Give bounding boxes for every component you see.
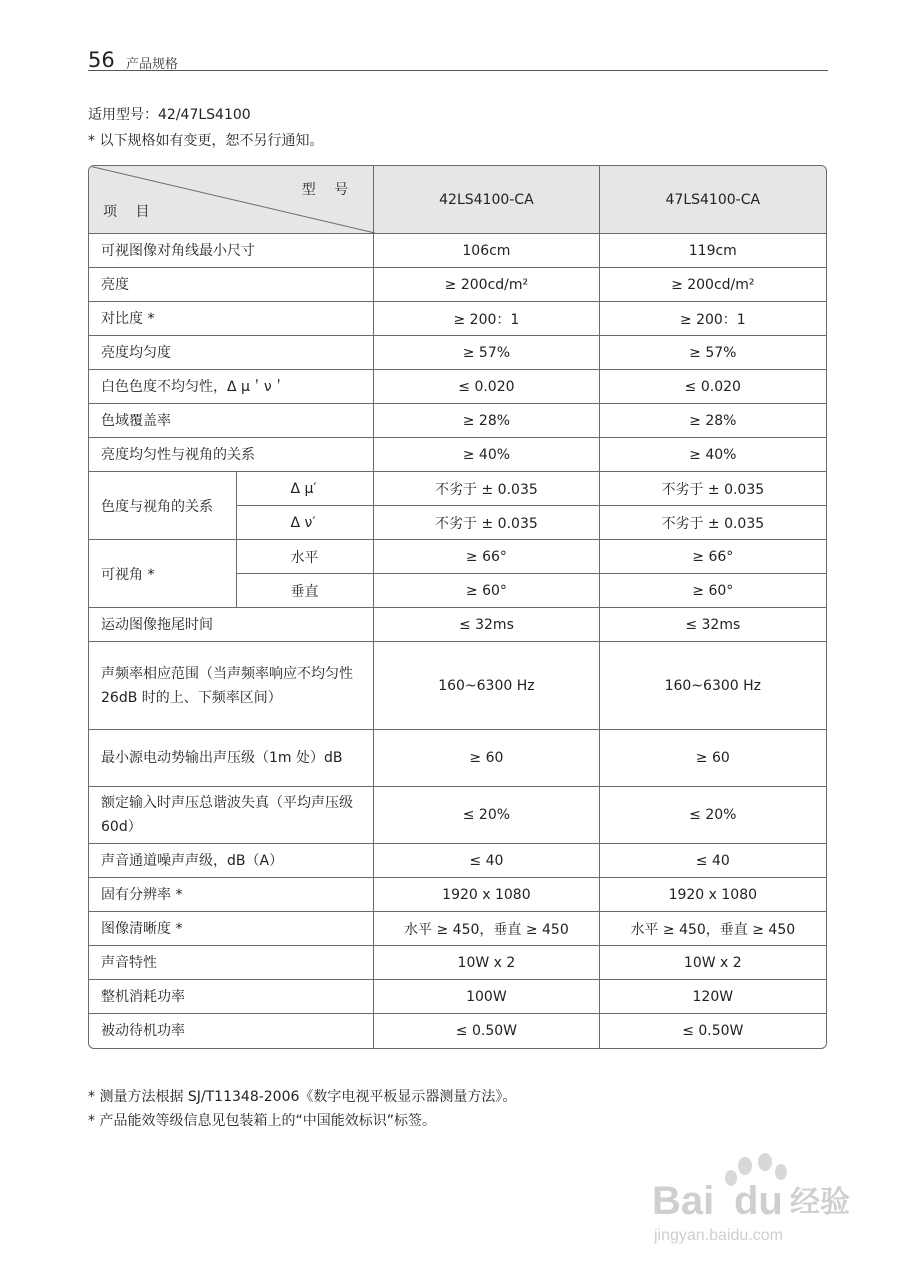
baidu-watermark — [648, 1150, 878, 1250]
value-42: 不劣于 ± 0.035 — [374, 472, 599, 506]
row-label: 声音通道噪声声级，dB（A） — [89, 844, 374, 878]
value-47: 120W — [600, 980, 826, 1014]
value-47: ≥ 57% — [600, 336, 826, 370]
value-42: ≥ 66° — [374, 540, 599, 574]
value-42: ≥ 40% — [374, 438, 599, 472]
table-row — [89, 730, 826, 787]
value-47: ≥ 60° — [600, 574, 826, 608]
page-number: 56 — [88, 48, 115, 72]
table-row — [89, 787, 826, 844]
table-row — [89, 234, 826, 268]
footnote-energy-label: * 产品能效等级信息见包装箱上的“中国能效标识”标签。 — [88, 1113, 436, 1129]
value-47: 水平 ≥ 450，垂直 ≥ 450 — [600, 912, 826, 946]
value-42: 106cm — [374, 234, 599, 268]
value-42: ≤ 20% — [374, 787, 599, 844]
value-47: 160~6300 Hz — [600, 642, 826, 730]
row-label: 额定输入时声压总谐波失真（平均声压级 60d） — [89, 787, 374, 844]
row-label: 被动待机功率 — [89, 1014, 374, 1048]
value-47: ≥ 200cd/m² — [600, 268, 826, 302]
model-axis-label: 型 号 — [301, 182, 356, 198]
diagonal-divider — [89, 166, 375, 233]
value-47: 1920 x 1080 — [600, 878, 826, 912]
value-42: ≥ 28% — [374, 404, 599, 438]
value-47: ≤ 0.020 — [600, 370, 826, 404]
page-header — [88, 48, 828, 71]
value-47: ≤ 20% — [600, 787, 826, 844]
table-header-row — [89, 166, 826, 234]
table-row — [89, 370, 826, 404]
table-row — [89, 336, 826, 370]
sub-row-label: 垂直 — [237, 574, 375, 608]
section-title: 产品规格 — [126, 57, 179, 72]
table-row — [89, 472, 826, 506]
row-label: 色度与视角的关系 — [89, 472, 237, 540]
model-header-42: 42LS4100-CA — [374, 166, 599, 234]
table-row — [89, 878, 826, 912]
row-label: 亮度均匀性与视角的关系 — [89, 438, 374, 472]
row-label: 整机消耗功率 — [89, 980, 374, 1014]
svg-text:Bai: Bai — [652, 1179, 715, 1223]
value-47: ≥ 28% — [600, 404, 826, 438]
table-row — [89, 608, 826, 642]
row-label: 最小源电动势输出声压级（1m 处）dB — [89, 730, 374, 787]
corner-header-cell — [89, 166, 374, 234]
value-42: ≥ 60 — [374, 730, 599, 787]
value-47: ≤ 40 — [600, 844, 826, 878]
value-42: ≤ 40 — [374, 844, 599, 878]
value-42: ≥ 60° — [374, 574, 599, 608]
value-47: ≤ 0.50W — [682, 1023, 744, 1039]
value-47: 10W x 2 — [600, 946, 826, 980]
watermark-url: jingyan.baidu.com — [654, 1227, 783, 1244]
value-42: ≥ 57% — [374, 336, 599, 370]
value-42: ≥ 200cd/m² — [374, 268, 599, 302]
row-label: 亮度 — [89, 268, 374, 302]
value-47: ≥ 66° — [600, 540, 826, 574]
value-42: 160~6300 Hz — [374, 642, 599, 730]
value-47: ≥ 200：1 — [600, 302, 826, 336]
row-label: 色域覆盖率 — [89, 404, 374, 438]
table-row — [89, 540, 826, 574]
sub-row-label: Δ ν′ — [237, 506, 375, 540]
row-label: 固有分辨率 * — [89, 878, 374, 912]
value-42: ≤ 0.50W — [374, 1014, 599, 1048]
value-47: 不劣于 ± 0.035 — [600, 506, 826, 540]
spec-table — [88, 165, 827, 1049]
table-row — [89, 438, 826, 472]
table-row — [89, 844, 826, 878]
row-label: 声音特性 — [89, 946, 374, 980]
row-label: 运动图像拖尾时间 — [89, 608, 374, 642]
value-42: 1920 x 1080 — [374, 878, 599, 912]
value-47: 119cm — [600, 234, 826, 268]
row-label: 可视角 * — [89, 540, 237, 608]
baidu-paw-logo — [648, 1150, 878, 1250]
svg-text:经验: 经验 — [790, 1185, 850, 1220]
table-row — [89, 642, 826, 730]
row-label: 亮度均匀度 — [89, 336, 374, 370]
value-47: ≥ 60 — [600, 730, 826, 787]
table-row — [89, 302, 826, 336]
value-42: ≤ 0.020 — [374, 370, 599, 404]
table-row — [89, 912, 826, 946]
table-row — [89, 980, 826, 1014]
model-line: 适用型号：42/47LS4100 — [88, 107, 251, 123]
row-label: 图像清晰度 * — [89, 912, 374, 946]
sub-row-label: Δ μ′ — [237, 472, 375, 506]
model-header-47: 47LS4100-CA — [600, 166, 826, 234]
footnote-measurement: * 测量方法根据 SJ/T11348-2006《数字电视平板显示器测量方法》。 — [88, 1089, 517, 1105]
value-42: 100W — [374, 980, 599, 1014]
item-axis-label: 项 目 — [103, 204, 157, 220]
sub-row-label: 水平 — [237, 540, 375, 574]
table-row — [89, 1014, 826, 1048]
svg-text:du: du — [734, 1179, 783, 1223]
value-47: ≤ 32ms — [600, 608, 826, 642]
value-42: 水平 ≥ 450，垂直 ≥ 450 — [374, 912, 599, 946]
table-row — [89, 268, 826, 302]
value-47: ≥ 40% — [600, 438, 826, 472]
value-42: ≥ 200：1 — [374, 302, 599, 336]
value-42: 不劣于 ± 0.035 — [374, 506, 599, 540]
table-row — [89, 404, 826, 438]
row-label: 对比度 * — [89, 302, 374, 336]
row-label: 声频率相应范围（当声频率响应不均匀性 26dB 时的上、下频率区间） — [89, 642, 374, 730]
row-label: 可视图像对角线最小尺寸 — [89, 234, 374, 268]
value-47: 不劣于 ± 0.035 — [600, 472, 826, 506]
table-row — [89, 946, 826, 980]
value-42: ≤ 32ms — [374, 608, 599, 642]
row-label: 白色色度不均匀性，Δ μ＇ν＇ — [89, 370, 374, 404]
change-notice: * 以下规格如有变更，恕不另行通知。 — [88, 133, 324, 149]
value-42: 10W x 2 — [374, 946, 599, 980]
